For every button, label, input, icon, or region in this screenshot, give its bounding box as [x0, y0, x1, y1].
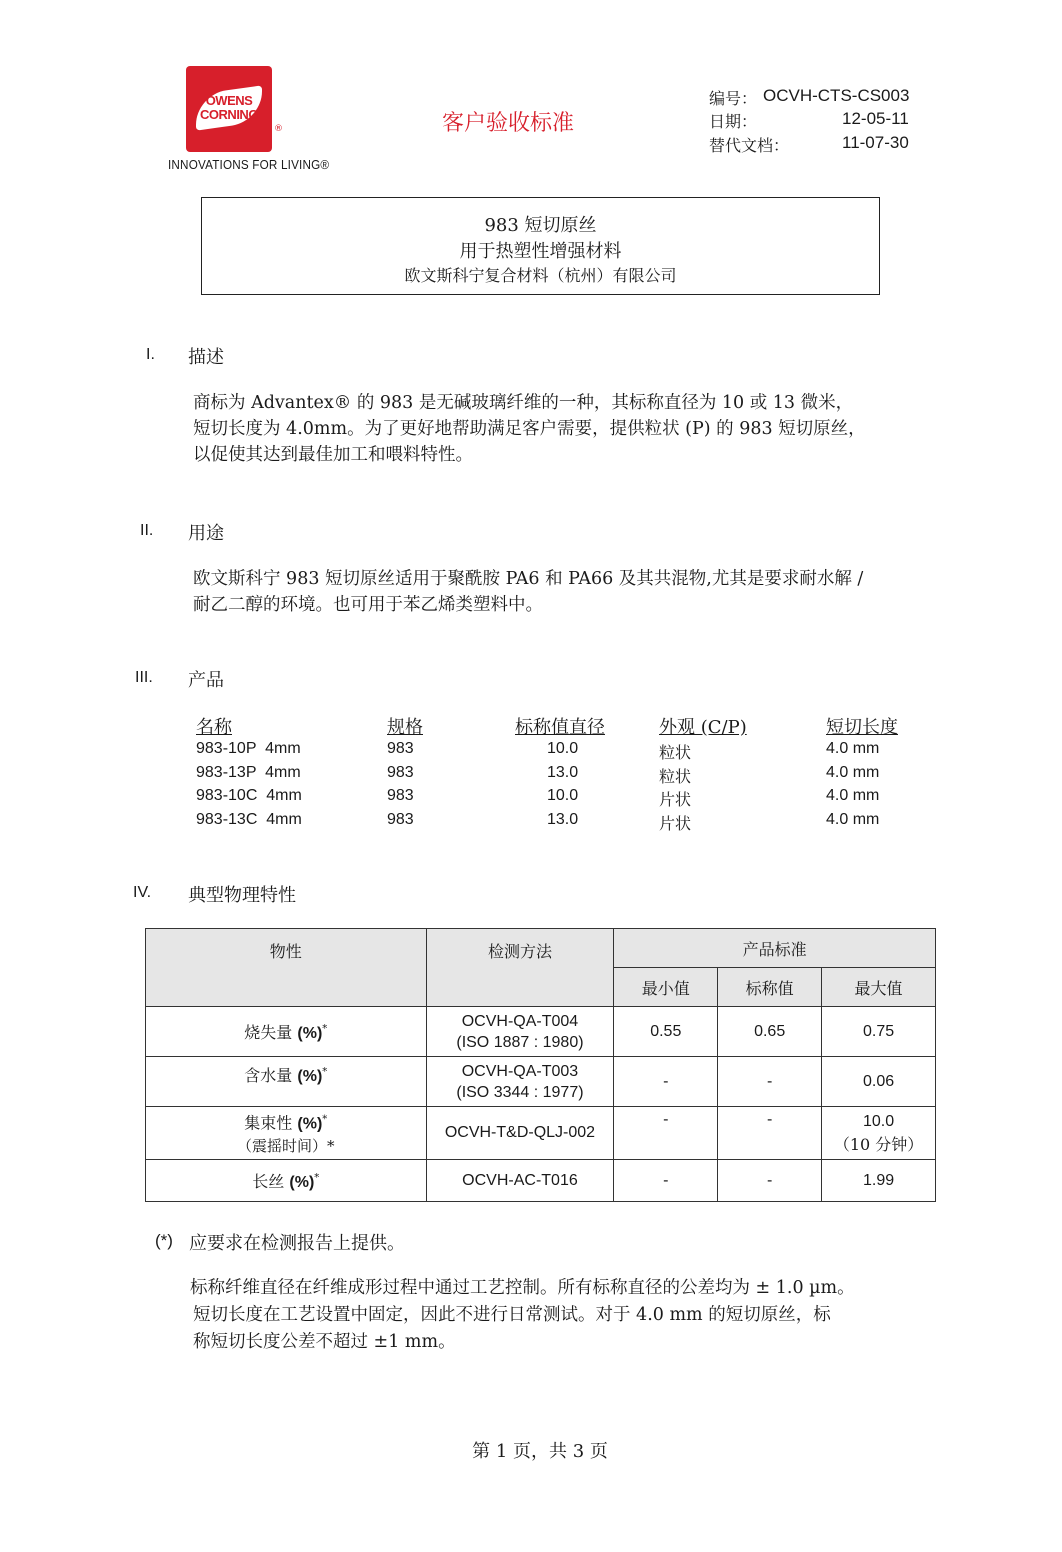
product-row-spec: 983	[387, 740, 414, 757]
product-row-diameter: 10.0	[547, 740, 579, 757]
product-row-appearance: 粒状	[659, 767, 692, 786]
section-2-number: II.	[140, 522, 154, 539]
table-row	[146, 1160, 936, 1202]
logo-word-owens: OWENS	[205, 93, 253, 108]
product-row-appearance: 片状	[659, 814, 692, 833]
replaces-label: 替代文档：	[709, 136, 790, 155]
property-name: 含水量 (%)*	[146, 1057, 427, 1107]
tolerance-line: 称短切长度公差不超过 ±1 mm。	[193, 1332, 456, 1352]
nominal-value: -	[718, 1107, 822, 1160]
description-paragraph	[193, 390, 866, 468]
table-header-row	[146, 929, 936, 968]
tolerance-line: 短切长度在工艺设置中固定，因此不进行日常测试。对于 4.0 mm 的短切原丝，标	[193, 1305, 831, 1325]
test-method: OCVH-QA-T003 (ISO 3344 : 1977)	[426, 1057, 614, 1107]
nominal-value: 0.65	[718, 1007, 822, 1057]
nominal-value: -	[718, 1057, 822, 1107]
header-max: 最大值	[822, 968, 936, 1007]
document-title: 客户验收标准	[442, 111, 575, 136]
usage-line: 耐乙二醇的环境。也可用于苯乙烯类塑料中。	[193, 595, 543, 615]
section-1-title: 描述	[188, 347, 224, 368]
property-name: 长丝 (%)*	[146, 1160, 427, 1202]
usage-line: 欧文斯科宁 983 短切原丝适用于聚酰胺 PA6 和 PA66 及其共混物,尤其是要求耐水解 /	[193, 569, 864, 589]
properties-table	[145, 928, 936, 1202]
table-row	[146, 1107, 936, 1160]
product-row-length: 4.0 mm	[826, 764, 880, 781]
section-3-title: 产品	[188, 670, 224, 691]
product-row-spec: 983	[387, 811, 414, 828]
header-method: 检测方法	[426, 929, 614, 1007]
nominal-value: -	[718, 1160, 822, 1202]
product-title: 983 短切原丝	[484, 215, 597, 236]
description-line: 商标为 Advantex® 的 983 是无碱玻璃纤维的一种，其标称直径为 10 或 13 微米，	[193, 393, 854, 413]
product-row-length: 4.0 mm	[826, 787, 880, 804]
max-value: 1.99	[822, 1160, 936, 1202]
product-row-diameter: 10.0	[547, 787, 579, 804]
company-name: 欧文斯科宁复合材料（杭州）有限公司	[404, 266, 677, 285]
product-row-length: 4.0 mm	[826, 740, 880, 757]
section-3-number: III.	[135, 669, 153, 686]
description-line: 短切长度为 4.0mm。为了更好地帮助满足客户需要，提供粒状 (P) 的 983 短切原丝，	[193, 419, 866, 439]
product-header-appearance: 外观 (C/P)	[659, 717, 747, 738]
doc-number: OCVH-CTS-CS003	[763, 86, 910, 105]
header-min: 最小值	[614, 968, 718, 1007]
footnote-text: 应要求在检测报告上提供。	[189, 1233, 405, 1254]
footnote-mark: (*)	[155, 1231, 173, 1250]
header-nominal: 标称值	[718, 968, 822, 1007]
product-header-diameter: 标称值直径	[515, 717, 605, 738]
product-row-appearance: 粒状	[659, 743, 692, 762]
min-value: 0.55	[614, 1007, 718, 1057]
product-row-name: 983-13C 4mm	[196, 811, 302, 828]
table-row	[146, 1057, 936, 1107]
property-name: 集束性 (%)* （震摇时间）*	[146, 1107, 427, 1160]
test-method: OCVH-T&D-QLJ-002	[426, 1107, 614, 1160]
header-property: 物性	[146, 929, 427, 1007]
tolerance-paragraph	[190, 1275, 855, 1356]
max-value: 0.75	[822, 1007, 936, 1057]
tolerance-line: 标称纤维直径在纤维成形过程中通过工艺控制。所有标称直径的公差均为 ± 1.0 µm。	[190, 1278, 855, 1298]
owens-corning-logo	[186, 66, 272, 152]
product-row-appearance: 片状	[659, 790, 692, 809]
product-header-spec: 规格	[387, 717, 423, 738]
test-method: OCVH-QA-T004 (ISO 1887 : 1980)	[426, 1007, 614, 1057]
product-row-diameter: 13.0	[547, 764, 579, 781]
product-subtitle: 用于热塑性增强材料	[459, 241, 622, 262]
min-value: -	[614, 1160, 718, 1202]
product-row-spec: 983	[387, 764, 414, 781]
product-row-diameter: 13.0	[547, 811, 579, 828]
section-4-title: 典型物理特性	[188, 885, 296, 906]
header-standard: 产品标准	[614, 929, 936, 968]
product-row-name: 983-10C 4mm	[196, 787, 302, 804]
test-method: OCVH-AC-T016	[426, 1160, 614, 1202]
logo-word-corning: CORNING	[200, 107, 258, 122]
product-title-box	[201, 197, 880, 295]
logo-tagline: INNOVATIONS FOR LIVING®	[168, 157, 330, 172]
product-row-length: 4.0 mm	[826, 811, 880, 828]
product-row-name: 983-10P 4mm	[196, 740, 301, 757]
min-value: -	[614, 1057, 718, 1107]
date-value: 12-05-11	[842, 109, 909, 128]
product-header-name: 名称	[196, 717, 232, 738]
description-line: 以促使其达到最佳加工和喂料特性。	[193, 445, 473, 465]
product-row-spec: 983	[387, 787, 414, 804]
min-value: -	[614, 1107, 718, 1160]
date-label: 日期：	[709, 112, 758, 131]
table-row	[146, 1007, 936, 1057]
doc-number-label: 编号：	[709, 89, 758, 108]
logo-registered-mark: ®	[274, 124, 283, 134]
property-name: 烧失量 (%)*	[146, 1007, 427, 1057]
usage-paragraph	[193, 566, 863, 618]
page-number: 第 1 页，共 3 页	[472, 1441, 608, 1462]
section-1-number: I.	[146, 346, 155, 363]
max-value: 0.06	[822, 1057, 936, 1107]
product-row-name: 983-13P 4mm	[196, 764, 301, 781]
max-value: 10.0 （10 分钟）	[822, 1107, 936, 1160]
product-header-length: 短切长度	[826, 717, 898, 738]
section-2-title: 用途	[188, 523, 224, 544]
section-4-number: IV.	[133, 884, 152, 901]
replaces-value: 11-07-30	[842, 133, 909, 152]
